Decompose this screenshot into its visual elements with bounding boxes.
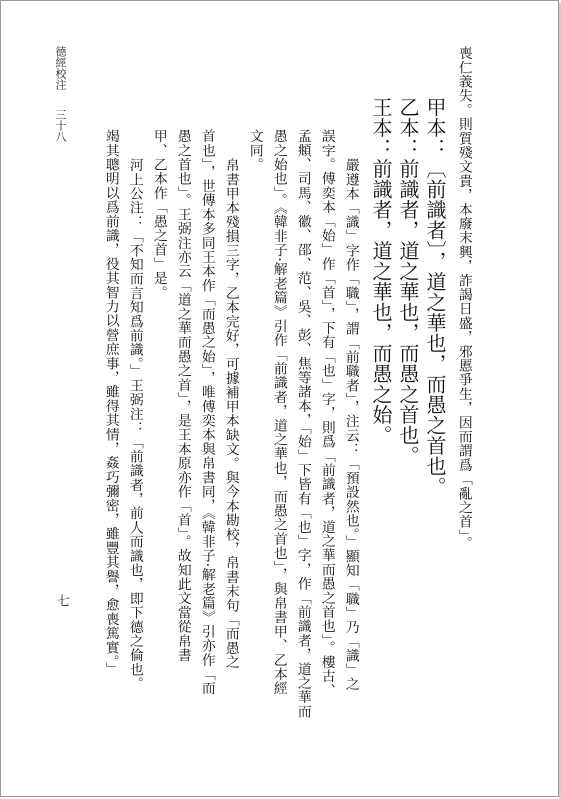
text-column-c11: 首也」，世傳本多同王本作「而愚之始」，唯傅奕本與帛書同，《韓非子·解老篇》引亦作「而 [198,129,215,696]
chapter-label: 三十八 [54,109,67,142]
text-column-c13: 甲、乙本作「愚之首」是。 [150,129,167,300]
running-title: 德經校注 [54,46,67,90]
text-column-c14: 河上公注：「不知而言知爲前識。」王弼注：「前識者，前人而識也，即下德之倫也。 [126,158,143,691]
page-number: 七 [54,594,69,607]
text-column-c15: 竭其聰明以爲前識，役其智力以營庶事，雖得其情，姦巧彌密，雖豐其譽，愈喪篤實。」 [102,129,119,676]
text-column-c07: 孟頫、司馬、徽、邵、范、吳、彭、焦等諸本，「始」下皆有「也」字，作「前識者，道之華而 [294,129,311,719]
text-column-c05: 嚴遵本「識」字作「職」，謂「前職者」，注云：「預設然也。」顯知「職」乃「識」之 [342,158,359,692]
text-column-c09: 文同。 [246,129,263,172]
text-column-c12: 愚之首也」。王弼注亦云「道之華而愚之首」，是王本原亦作「首」。故知此文當從帛書 [174,129,191,663]
text-column-c10: 帛書甲本殘損三字，乙本完好，可據補甲本缺文。與今本勘校，帛書末句「而愚之 [222,158,239,670]
text-column-c01: 喪仁義失。則質殘文貴，本廢末興，詐謁日盛，邪慝爭生，因而謂爲「亂之首」。 [455,46,472,551]
text-column-c06: 誤字。傅奕本「始」作「首」，下有「也」字，則爲「前識者，道之華而愚之首也」。樓古、 [318,129,335,698]
text-column-c02: 甲本：〔前識者〕，道之華也，而愚之首也。 [423,97,447,497]
text-column-c08: 愚之始也」。《韓非子·解老篇》引作「前識者，道之華也，而愚之首也」，與帛書甲、乙本經 [270,129,287,696]
text-column-c04: 王本：前識者，道之華也，而愚之始。 [369,97,393,446]
text-column-c03: 乙本：前識者，道之華也，而愚之首也。 [396,97,420,466]
